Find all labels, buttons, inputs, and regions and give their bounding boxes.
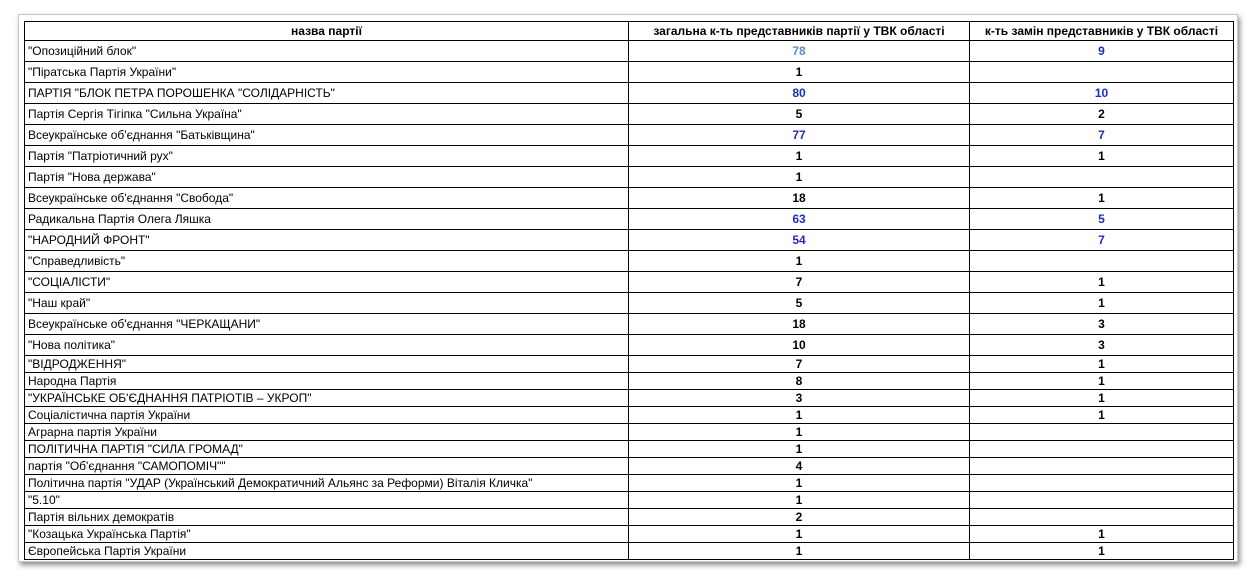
- total-representatives-cell: 1: [629, 492, 970, 509]
- replacements-cell: 5: [970, 209, 1234, 230]
- party-name-cell: "Козацька Українська Партія": [25, 526, 629, 543]
- replacements-cell: [970, 458, 1234, 475]
- total-representatives-cell: 1: [629, 543, 970, 560]
- total-representatives-cell: 80: [629, 83, 970, 104]
- table-row: [25, 230, 1234, 251]
- table-header-row: [25, 22, 1234, 41]
- table-row: [25, 167, 1234, 188]
- replacements-cell: 1: [970, 407, 1234, 424]
- replacements-cell: 2: [970, 104, 1234, 125]
- party-name-cell: "5.10": [25, 492, 629, 509]
- replacements-cell: 3: [970, 314, 1234, 335]
- total-representatives-cell: 1: [629, 167, 970, 188]
- total-representatives-cell: 78: [629, 41, 970, 62]
- replacements-cell: [970, 424, 1234, 441]
- party-name-cell: Соціалістична партія України: [25, 407, 629, 424]
- total-representatives-cell: 5: [629, 104, 970, 125]
- party-name-cell: "УКРАЇНСЬКЕ ОБ'ЄДНАННЯ ПАТРІОТІВ – УКРОП": [25, 390, 629, 407]
- total-representatives-cell: 8: [629, 373, 970, 390]
- table-row: [25, 188, 1234, 209]
- party-name-cell: Політична партія "УДАР (Український Демократичний Альянс за Реформи) Віталія Кличка": [25, 475, 629, 492]
- replacements-cell: [970, 167, 1234, 188]
- party-name-cell: "Справедливість": [25, 251, 629, 272]
- table-row: [25, 475, 1234, 492]
- party-name-cell: Всеукраїнське об'єднання "Свобода": [25, 188, 629, 209]
- replacements-cell: [970, 492, 1234, 509]
- replacements-cell: 1: [970, 373, 1234, 390]
- total-representatives-cell: 2: [629, 509, 970, 526]
- replacements-cell: [970, 62, 1234, 83]
- replacements-cell: 1: [970, 356, 1234, 373]
- party-name-cell: ПОЛІТИЧНА ПАРТІЯ "СИЛА ГРОМАД": [25, 441, 629, 458]
- replacements-cell: 1: [970, 526, 1234, 543]
- party-name-cell: Радикальна Партія Олега Ляшка: [25, 209, 629, 230]
- table-row: [25, 390, 1234, 407]
- table-row: [25, 293, 1234, 314]
- table-row: [25, 492, 1234, 509]
- party-name-cell: партія "Об'єднання "САМОПОМІЧ"": [25, 458, 629, 475]
- party-name-cell: Народна Партія: [25, 373, 629, 390]
- party-name-cell: Партія "Нова держава": [25, 167, 629, 188]
- total-representatives-cell: 5: [629, 293, 970, 314]
- party-name-cell: "СОЦІАЛІСТИ": [25, 272, 629, 293]
- table-row: [25, 314, 1234, 335]
- table-row: [25, 104, 1234, 125]
- table-row: [25, 424, 1234, 441]
- party-name-cell: "Піратська Партія України": [25, 62, 629, 83]
- table-row: [25, 458, 1234, 475]
- party-name-cell: Європейська Партія України: [25, 543, 629, 560]
- total-representatives-cell: 77: [629, 125, 970, 146]
- replacements-cell: 3: [970, 335, 1234, 356]
- table-row: [25, 373, 1234, 390]
- total-representatives-cell: 54: [629, 230, 970, 251]
- header-total-representatives: загальна к-ть представників партії у ТВК області: [629, 22, 970, 41]
- replacements-cell: [970, 441, 1234, 458]
- total-representatives-cell: 1: [629, 407, 970, 424]
- total-representatives-cell: 4: [629, 458, 970, 475]
- total-representatives-cell: 18: [629, 314, 970, 335]
- replacements-cell: 1: [970, 272, 1234, 293]
- table-row: [25, 62, 1234, 83]
- replacements-cell: 7: [970, 230, 1234, 251]
- total-representatives-cell: 1: [629, 251, 970, 272]
- table-row: [25, 251, 1234, 272]
- total-representatives-cell: 1: [629, 62, 970, 83]
- table-row: [25, 83, 1234, 104]
- header-replacements: к-ть замін представників у ТВК області: [970, 22, 1234, 41]
- table-row: [25, 441, 1234, 458]
- party-name-cell: Всеукраїнське об'єднання "Батьківщина": [25, 125, 629, 146]
- replacements-cell: 1: [970, 390, 1234, 407]
- replacements-cell: 10: [970, 83, 1234, 104]
- party-name-cell: Всеукраїнське об'єднання "ЧЕРКАЩАНИ": [25, 314, 629, 335]
- replacements-cell: [970, 251, 1234, 272]
- spreadsheet-sheet: [18, 14, 1238, 562]
- table-row: [25, 209, 1234, 230]
- total-representatives-cell: 7: [629, 356, 970, 373]
- total-representatives-cell: 1: [629, 526, 970, 543]
- table-row: [25, 407, 1234, 424]
- replacements-cell: 1: [970, 188, 1234, 209]
- total-representatives-cell: 1: [629, 424, 970, 441]
- replacements-cell: [970, 475, 1234, 492]
- total-representatives-cell: 7: [629, 272, 970, 293]
- table-row: [25, 272, 1234, 293]
- party-name-cell: ПАРТІЯ "БЛОК ПЕТРА ПОРОШЕНКА "СОЛІДАРНІСТЬ": [25, 83, 629, 104]
- party-name-cell: "Опозиційний блок": [25, 41, 629, 62]
- table-body: [25, 41, 1234, 560]
- party-name-cell: Партія вільних демократів: [25, 509, 629, 526]
- total-representatives-cell: 3: [629, 390, 970, 407]
- table-row: [25, 335, 1234, 356]
- party-representatives-table: [24, 21, 1234, 560]
- total-representatives-cell: 10: [629, 335, 970, 356]
- replacements-cell: 1: [970, 543, 1234, 560]
- replacements-cell: 1: [970, 146, 1234, 167]
- total-representatives-cell: 18: [629, 188, 970, 209]
- table-row: [25, 356, 1234, 373]
- total-representatives-cell: 1: [629, 441, 970, 458]
- party-name-cell: Партія "Патріотичний рух": [25, 146, 629, 167]
- party-name-cell: Партія Сергія Тігіпка "Сильна Україна": [25, 104, 629, 125]
- table-row: [25, 526, 1234, 543]
- party-name-cell: "ВІДРОДЖЕННЯ": [25, 356, 629, 373]
- table-row: [25, 543, 1234, 560]
- party-name-cell: "НАРОДНИЙ ФРОНТ": [25, 230, 629, 251]
- total-representatives-cell: 1: [629, 146, 970, 167]
- replacements-cell: 7: [970, 125, 1234, 146]
- header-party-name: назва партії: [25, 22, 629, 41]
- party-name-cell: "Нова політика": [25, 335, 629, 356]
- table-row: [25, 125, 1234, 146]
- table-row: [25, 146, 1234, 167]
- party-name-cell: "Наш край": [25, 293, 629, 314]
- replacements-cell: 1: [970, 293, 1234, 314]
- replacements-cell: 9: [970, 41, 1234, 62]
- total-representatives-cell: 63: [629, 209, 970, 230]
- replacements-cell: [970, 509, 1234, 526]
- table-row: [25, 509, 1234, 526]
- total-representatives-cell: 1: [629, 475, 970, 492]
- table-row: [25, 41, 1234, 62]
- party-name-cell: Аграрна партія України: [25, 424, 629, 441]
